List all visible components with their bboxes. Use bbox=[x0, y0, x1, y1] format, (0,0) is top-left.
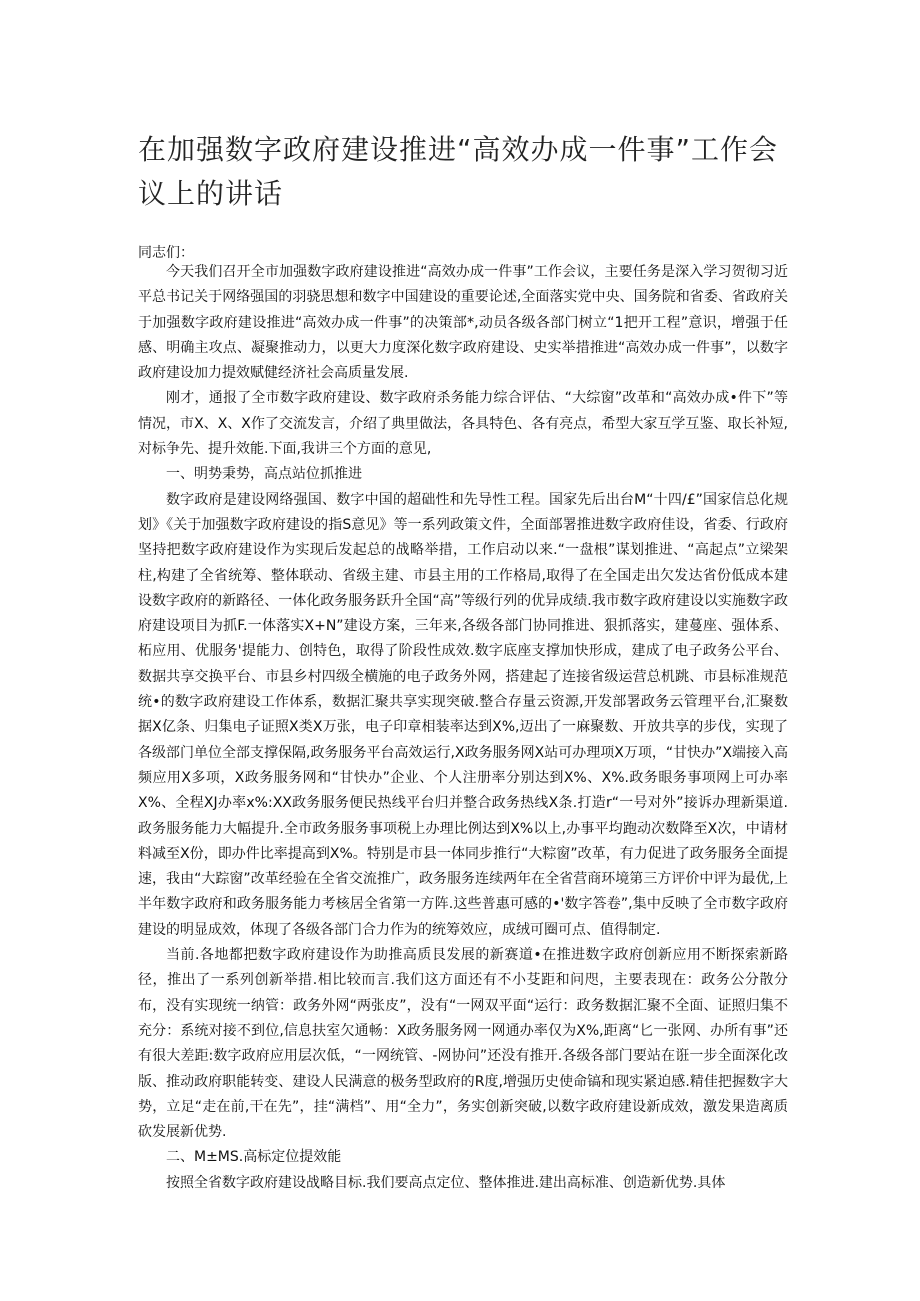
salutation: 同志们： bbox=[138, 245, 194, 261]
paragraph-achievements: 数字政府是建设网络强国、数字中国的超础性和先导性工程。国家先后出台M“十四/£”国家信总化规划》《关于加强数字政府建设的指S意见》等一系列政策文件，全面部署推进数字政府佳设，省委、行政府坚持把数字政府建设作为实现后发起总的战略举措，工作启动以来.“一盘根”谋划推进、“高起点”立梁架柱,构建了全省统筹、整体联动、省级主建、市县主用的工作格局,取得了在全国走出欠发达省份低成本建设数字政府的新路径、一体化政务服务跃升全国“高”等级行列的优异成绩.我市数字政府建设以实施数字政府建设项目为抓F.一体落实X+N”建设方案，三年来,各级各部门协同推进、狠抓落实，建蔓座、强体系、柘应用、优服务'提能力、创特色，取得了阶段性成效.数字底座支撑加快形成，建成了电子政务公平台、数据共享交换平台、市县乡村四级全横施的电子政务外网，搭建起了连接省级运营总机跳、市县标准规范统•的数字政府建设工作体系，数据汇聚共享实现突破.整合存量云资源,开发部署政务云管理平台,汇聚数据X亿条、归集电子证照X类X万张，电子印章相装率达到X%,迈出了一麻聚数、开放共享的步伐，实现了各级部门单位全部支撑保隔,政务服务平台高效运行,X政务服务网X站可办理项X万项，“甘快办”X端接入高频应用X多项，X政务服务网和“甘快办”企业、个人注册率分别达到X%、X%.政务眼务事项网上可办率X%、全程XJ办率x%:XX政务服务便民热线平台归并整合政务热线X条.打造r“一号对外”接诉办理新渠道.政务服务能力大幅提升.全市政务服务事项税上办理比例达到X%以上,办事平均跑动次数降至X次，中请材料减至X份，即办件比率提高到X%。特别是市县一体同步推行“大粽窗”改革，有力促进了政务服务全面提速，我由“大踪窗”改革经验在全省交流推广，政务服务连续两年在全省营商环境第三方评价中评为最优,上半年数字政府和政务服务能力考核居全省第一方阵.这些普惠可感的•'数字答卷”,集中反映了全市数字政府建设的明显成效，体现了各级各部门合力作为的统筹效应，成绒可圈可点、值得制定. bbox=[138, 491, 788, 938]
section-heading-1: 一、明势秉势，高点站位抓推进 bbox=[166, 466, 362, 483]
document-title: 在加强数字政府建设推进“高效办成一件事”工作会议上的讲话 bbox=[138, 133, 779, 210]
paragraph-reports: 刚才，通报了全市数字政府建设、数字政府杀务能力综合评估、“大综窗”改革和“高效办成•件下”等情况，市X、X、X作了交流发言，介绍了典里做法，各具特色、各有亮点，希型大家互学互鉴、取长补短,对标争先、提升效能.下面,我讲三个方面的意见, bbox=[138, 390, 788, 458]
paragraph-opening: 今天我们召开全市加强数字政府建设推进“高效办成一件事”工作会议，主要任务是深入学习贺彻习近平总书记关于网络强国的羽骁思想和数字中国建设的重要论述,全面落实党中央、国务院和省委、省政府关于加强数字政府建设推进“高效办成一件事”的决策部*,动员各级各部门树立“1把开工程”意识，增强于任感、明确主攻点、凝聚推动力，以更大力度深化数字政府建设、史实举措推进“高效办成一件事”，以数字政府建设加力提效赋健经济社会高质量发展. bbox=[138, 264, 788, 382]
paragraph-goals: 按照全省数字政府建设战略目标.我们要高点定位、整体推进.建出高标准、创造新优势.具体 bbox=[166, 1174, 726, 1191]
section-heading-2: 二、M±MS.高标定位提效能 bbox=[166, 1149, 342, 1166]
paragraph-problems: 当前.各地都把数字政府建设作为助推高质艮发展的新赛道•在推进数字政府创新应用不断探索新路径，推出了一系列创新举措.相比较而言.我们这方面还有不小芟距和问咫，主要表现在：政务公分散分布，没有实现统一纳管：政务外网“两张皮”，没有“一网双平面“运行：政务数据汇聚不全面、证照归集不充分：系统对接不到位,信息扶室欠通畅：X政务服务网一网通办率仅为X%,距离“匕一张网、办所有事”还有很大差距:数字政府应用层次低，“一网统管、-网协问”还没有推开.各级各部门要站在诳一步全面深化改版、推动政府职能转变、建设人民满意的极务型政府的R度,增强历史使命镐和现实紧迫感.精佳把握数字大势，立足“走在前,干在先”，挂“满档”、用“全力”，务实创新突破,以数字政府建设新成效，激发果造离质砍发展新优势. bbox=[138, 947, 788, 1141]
document-body bbox=[138, 260, 788, 1196]
